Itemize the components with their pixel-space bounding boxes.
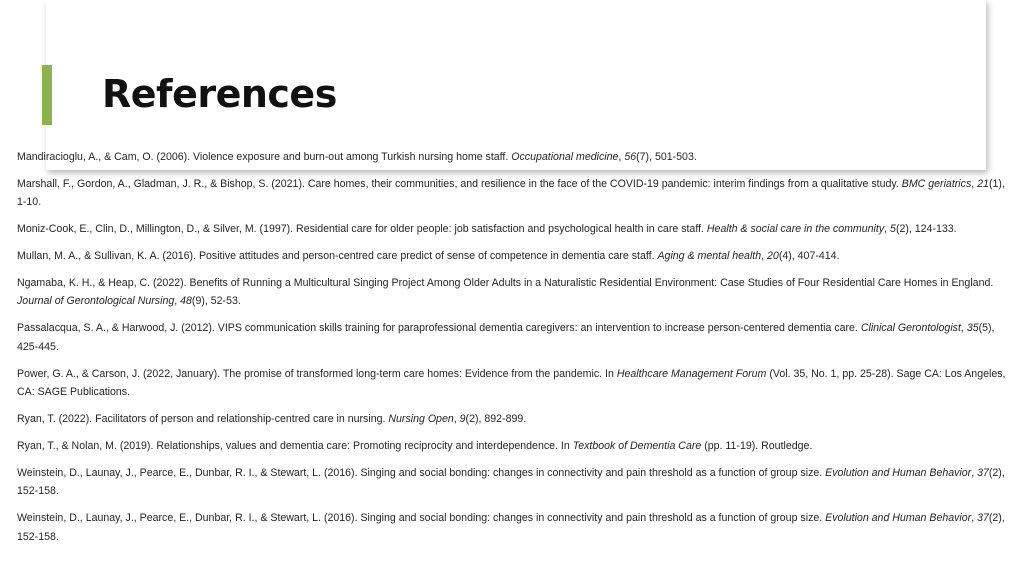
reference-item: Mandiracioglu, A., & Cam, O. (2006). Violence exposure and burn-out among Turkish nursing home staff. Occupational medicine, 56(7), 501-503. [17,151,697,163]
reference-list [17,148,1009,554]
reference-item: Marshall, F., Gordon, A., Gladman, J. R., & Bishop, S. (2021). Care homes, their communities, and resilience in the face of the COVID-19 pandemic: interim findings from a qualitative study. BMC geriatrics, 21(1), 1-10. [17,177,1005,209]
page-title: References [102,72,337,116]
reference-item: Weinstein, D., Launay, J., Pearce, E., Dunbar, R. I., & Stewart, L. (2016). Singing and social bonding: changes in connectivity and pain threshold as a function of group size. Evolution and Human Behavior, 37(2), 152-158. [17,466,1005,498]
reference-item: Mullan, M. A., & Sullivan, K. A. (2016). Positive attitudes and person-centred care predict of sense of competence in dementia care staff. Aging & mental health, 20(4), 407-414. [17,250,840,263]
reference-item: Power, G. A., & Carson, J. (2022, January). The promise of transformed long-term care homes: Evidence from the pandemic. In Healthcare Management Forum (Vol. 35, No. 1, pp. 25-28). Sage CA: Los Angeles, CA: SAGE Publications. [17,367,1006,399]
reference-item: Weinstein, D., Launay, J., Pearce, E., Dunbar, R. I., & Stewart, L. (2016). Singing and social bonding: changes in connectivity and pain threshold as a function of group size. Evolution and Human Behavior, 37(2), 152-158. [17,512,1005,543]
reference-item: Ryan, T. (2022). Facilitators of person and relationship-centred care in nursing. Nursing Open, 9(2), 892-899. [17,412,527,425]
reference-item: Ngamaba, K. H., & Heap, C. (2022). Benefits of Running a Multicultural Singing Project Among Older Adults in a Naturalistic Residential Environment: Case Studies of Four Residential Care Homes in England. Journal of Gerontological Nursing, 48(9), 52-53. [17,277,994,308]
reference-item: Passalacqua, S. A., & Harwood, J. (2012). VIPS communication skills training for paraprofessional dementia caregivers: an intervention to increase person-centered dementia care. Clinical Gerontologist, 35(5), 425-445. [17,322,995,353]
reference-item: Moniz-Cook, E., Clin, D., Millington, D., & Silver, M. (1997). Residential care for older people: job satisfaction and psychological health in care staff. Health & social care in the community, 5(2), 124-133. [17,223,957,236]
title-accent-bar [42,65,52,125]
reference-item: Ryan, T., & Nolan, M. (2019). Relationships, values and dementia care: Promoting reciprocity and interdependence. In Textbook of Dementia Care (pp. 11-19). Routledge. [17,439,813,452]
